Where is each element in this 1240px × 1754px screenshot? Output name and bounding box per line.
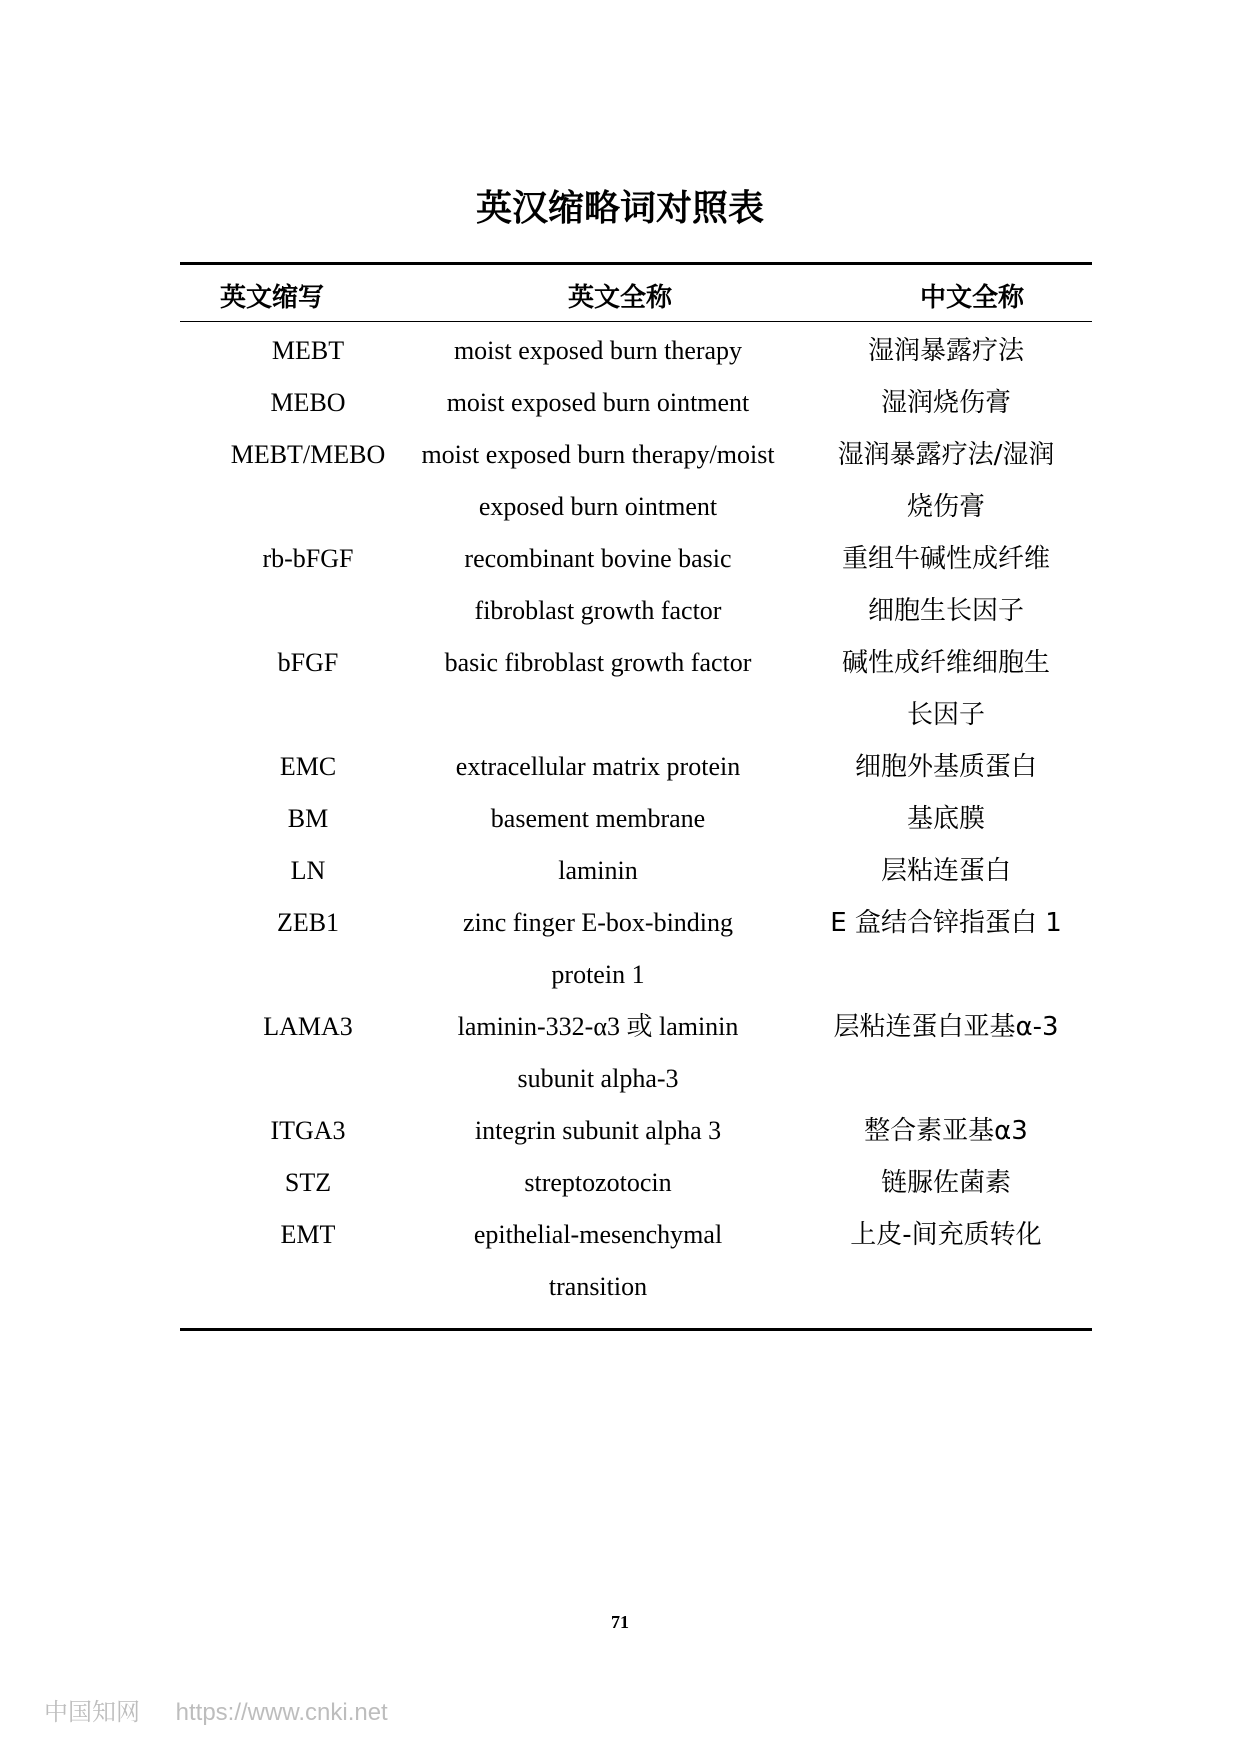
row-english: zinc finger E-box-binding (462, 908, 734, 937)
row-english: integrin subunit alpha 3 (474, 1116, 722, 1145)
footer-url: https://www.cnki.net (175, 1699, 388, 1726)
row-abbr: MEBO (270, 388, 346, 417)
row-english: extracellular matrix protein (455, 752, 741, 781)
row-chinese: 上皮-间充质转化 (850, 1220, 1042, 1250)
row-english: basement membrane (490, 804, 706, 833)
row-chinese: 整合素亚基α3 (864, 1116, 1028, 1146)
page-title: 英汉缩略词对照表 (475, 188, 764, 229)
row-english: moist exposed burn therapy (453, 336, 743, 365)
row-abbr: LN (290, 856, 326, 885)
row-abbr: EMC (279, 752, 337, 781)
row-chinese: 细胞外基质蛋白 (854, 752, 1038, 782)
row-english: moist exposed burn therapy/moist (421, 440, 775, 469)
row-english: recombinant bovine basic (464, 544, 732, 573)
table-bottom-rule (180, 1328, 1092, 1331)
row-chinese: E 盒结合锌指蛋白 1 (830, 908, 1062, 938)
table-body (180, 322, 1092, 1328)
row-english: fibroblast growth factor (474, 596, 722, 625)
row-chinese: 重组牛碱性成纤维 (841, 544, 1051, 574)
row-chinese: 链脲佐菌素 (880, 1168, 1012, 1198)
row-abbr: rb-bFGF (262, 544, 354, 573)
page-number: 71 (611, 1612, 629, 1632)
row-abbr: ZEB1 (276, 908, 340, 937)
abbreviation-table (180, 262, 1092, 1331)
row-abbr: BM (287, 804, 329, 833)
row-chinese: 层粘连蛋白 (880, 856, 1012, 886)
row-chinese: 湿润暴露疗法 (867, 336, 1025, 366)
footer-brand: 中国知网 (44, 1698, 140, 1726)
row-chinese: 湿润烧伤膏 (880, 388, 1012, 418)
row-english: protein 1 (551, 960, 645, 989)
row-chinese: 基底膜 (906, 804, 986, 834)
row-abbr: ITGA3 (270, 1116, 346, 1145)
row-english: transition (548, 1272, 648, 1301)
table-header (180, 265, 1092, 321)
row-chinese: 细胞生长因子 (867, 596, 1025, 626)
header-chinese: 中文全称 (920, 283, 1025, 313)
row-english: subunit alpha-3 (517, 1064, 679, 1093)
header-english: 英文全称 (568, 283, 673, 313)
row-english: epithelial-mesenchymal (473, 1220, 723, 1249)
row-abbr: STZ (284, 1168, 332, 1197)
row-abbr: EMT (280, 1220, 336, 1249)
row-chinese: 烧伤膏 (906, 492, 986, 522)
row-english: basic fibroblast growth factor (444, 648, 752, 677)
row-abbr: MEBT/MEBO (230, 440, 386, 469)
row-abbr: MEBT (271, 336, 345, 365)
row-english: laminin-332-α3 或 laminin (457, 1012, 739, 1041)
row-english: laminin (558, 856, 638, 885)
row-chinese: 长因子 (906, 700, 986, 730)
row-english: streptozotocin (524, 1168, 672, 1197)
row-english: exposed burn ointment (478, 492, 718, 521)
row-abbr: LAMA3 (263, 1012, 353, 1041)
row-abbr: bFGF (277, 648, 339, 677)
watermark-footer (44, 1692, 388, 1727)
row-english: moist exposed burn ointment (446, 388, 750, 417)
row-chinese: 湿润暴露疗法/湿润 (837, 440, 1055, 470)
row-chinese: 层粘连蛋白亚基α-3 (833, 1012, 1059, 1042)
row-chinese: 碱性成纤维细胞生 (841, 648, 1051, 678)
header-abbr: 英文缩写 (220, 283, 325, 313)
